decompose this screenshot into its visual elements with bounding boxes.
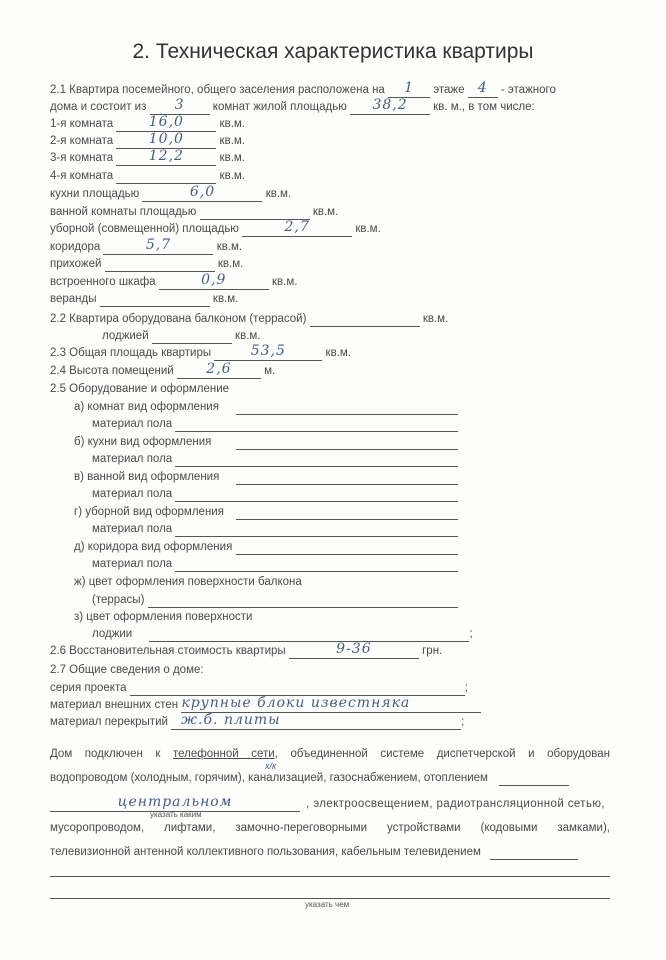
unit: кв.м. [422,313,449,325]
label: 3-я комната [50,152,114,164]
label: прихожей [50,258,102,270]
row-loggia-color: лоджии ; [92,628,473,640]
handwritten-value: 2,7 [284,219,310,235]
unit: грн. [422,645,443,657]
row-2-2 [50,311,448,327]
unit: кв.м. [325,347,351,359]
handwritten-value: 3 [174,97,185,113]
handwritten-value: 12,2 [148,148,184,164]
text: водопроводом (холодным, горячим), канализацией, газоснабжением, отоплением [50,772,488,784]
label: (террасы) [92,594,145,606]
handwritten-value: 5,7 [145,237,172,253]
area-row [50,186,291,202]
area-row [50,274,297,290]
label: коридора [50,241,101,253]
row-2-3 [50,345,351,361]
finish-field[interactable] [236,506,458,520]
handwritten-value: 53,5 [250,343,286,359]
floor-field[interactable] [388,80,430,98]
balcony-field[interactable] [310,313,420,327]
area-row [50,168,245,184]
finish-row [74,469,219,485]
area-row [50,239,242,255]
area-row [50,221,381,237]
floors-field[interactable] [468,80,498,98]
floor-material-field[interactable] [175,488,458,502]
label: материал внешних стен [50,699,179,711]
floor-material-field[interactable] [175,418,458,432]
total-area-field[interactable] [214,343,322,361]
label: дома и состоит из [50,101,147,113]
loggia-color-field[interactable] [149,628,469,642]
walls-field[interactable] [181,695,481,713]
area-field[interactable] [105,258,215,272]
label: а) комнат вид оформления [74,401,219,413]
label: ванной комнаты площадью [50,206,197,218]
blank-line[interactable] [50,898,610,899]
unit: кв.м. [219,118,245,130]
label: материал пола [92,488,173,500]
area-field[interactable] [142,184,262,202]
row-walls [50,697,481,713]
area-field[interactable] [100,293,210,307]
page-title: 2. Техническая характеристика квартиры [132,40,534,63]
series-field[interactable] [130,682,465,696]
section-2-5: 2.5 Оборудование и оформление [50,383,230,395]
terrace-field[interactable] [148,594,458,608]
floor-material-row [92,486,172,502]
label: веранды [50,293,97,305]
label: д) коридора вид оформления [74,541,233,553]
house-line-1 [50,748,610,760]
label: г) уборной вид оформления [74,506,224,518]
row-2-6 [50,643,442,659]
handwritten-value: центральном [117,794,233,810]
balcony-color-label: ж) цвет оформления поверхности балкона [74,576,302,588]
handwritten-value: 1 [404,80,414,96]
unit: кв.м. [216,241,243,253]
area-row [50,291,238,307]
section-2-7: 2.7 Общие сведения о доме: [50,664,204,676]
ceilings-field[interactable] [171,712,461,730]
unit: м. [264,365,276,377]
label: кухни площадью [50,188,140,200]
hint: указать чем [305,900,350,909]
label: встроенного шкафа [50,276,156,288]
floor-material-field[interactable] [175,558,458,572]
label: серия проекта [50,682,127,694]
cost-field[interactable] [289,641,419,659]
house-line-4: мусоропроводом, лифтами, замочно-переговорными устройствами (кодовыми замками), [50,822,610,834]
handwritten-note: х/к [265,761,277,771]
loggia-field[interactable] [152,330,232,344]
row-2-1 [50,82,556,98]
handwritten-value: крупные блоки известняка [181,695,411,711]
label: лоджией [102,330,149,342]
row-2-1b [50,99,535,115]
unit: кв.м. [235,330,261,342]
rooms-field[interactable] [150,97,210,115]
area-row [50,116,245,132]
blank-line[interactable] [50,876,610,877]
label: 2.2 Квартира оборудована балконом (террасой) [50,313,307,325]
area-row [50,133,245,149]
floor-material-field[interactable] [175,523,458,537]
unit: кв.м. [312,206,339,218]
area-field[interactable] [242,219,352,237]
label: уборной (совмещенной) площадью [50,223,239,235]
label: материал перекрытий [50,716,168,728]
text: , электроосвещением, радиотрансляционной сетью, [306,798,605,810]
label: 1-я комната [50,118,114,130]
row-series: серия проекта ; [50,682,468,694]
row-terrace [92,592,458,608]
label: 2.6 Восстановительная стоимость квартиры [50,645,286,657]
handwritten-value: 6,0 [189,184,216,200]
label: комнат жилой площадью [212,101,347,113]
unit: кв.м. [219,152,245,164]
handwritten-value: 10,0 [148,131,184,147]
finish-field[interactable] [236,401,458,415]
label: кв. м., в том числе: [433,101,535,113]
handwritten-value: 4 [477,80,488,96]
heating-extra-field[interactable] [499,772,569,786]
area-field[interactable] [159,272,269,290]
label: материал пола [92,523,173,535]
floor-material-row [92,416,172,432]
text: Дом подключен к [50,748,161,760]
handwritten-value: 38,2 [372,97,408,113]
house-line-2 [50,770,569,786]
label: 2-я комната [50,135,114,147]
unit: кв.м. [265,188,292,200]
label: 2.4 Высота помещений [50,365,174,377]
house-line-3 [50,796,605,812]
area-row [50,150,245,166]
label: б) кухни вид оформления [74,436,212,448]
height-field[interactable] [177,361,261,379]
finish-row [74,539,232,555]
area-row [50,204,338,220]
label: материал пола [92,558,173,570]
unit: кв.м. [217,258,244,270]
house-line-5 [50,844,578,860]
label: материал пола [92,418,173,430]
text: телевизионной антенной коллективного пользования, кабельным телевидением [50,846,481,858]
unit: кв.м. [271,276,298,288]
area-field[interactable] [116,148,216,166]
finish-row [74,504,224,520]
unit: кв.м. [355,223,381,235]
text: телефонной сети [173,748,275,760]
handwritten-value: 0,9 [201,272,227,288]
hint: указать каким [150,810,202,819]
unit: кв.м. [219,170,245,182]
finish-field[interactable] [236,541,458,555]
area-field[interactable] [116,114,216,132]
row-ceilings: материал перекрытий ж.б. плиты ; [50,712,465,728]
area-field[interactable] [103,237,213,255]
label: этаже [433,84,465,96]
label: материал пола [92,453,173,465]
handwritten-value: 9-36 [336,641,372,657]
unit: кв.м. [219,135,245,147]
area-row [50,256,243,272]
floor-material-row [92,556,172,572]
label: - этажного [500,84,556,96]
label: в) ванной вид оформления [74,471,220,483]
cable-tv-field[interactable] [490,846,578,860]
row-loggia [102,328,260,344]
label: 4-я комната [50,170,114,182]
finish-row [74,399,219,415]
finish-field[interactable] [236,436,458,450]
loggia-color-label: з) цвет оформления поверхности [74,611,253,623]
area-field[interactable] [116,170,216,184]
floor-material-row [92,451,172,467]
finish-row [74,434,211,450]
label: 2.3 Общая площадь квартиры [50,347,212,359]
label: 2.1 Квартира посемейного, общего заселения расположена на [50,84,385,96]
unit: кв.м. [212,293,239,305]
text: , объединенной системе диспетчерской и оборудован [274,748,610,760]
handwritten-value: ж.б. плиты [181,712,281,728]
row-2-4 [50,363,275,379]
handwritten-value: 16,0 [148,114,184,130]
finish-field[interactable] [236,471,458,485]
floor-material-row [92,521,172,537]
living-area-field[interactable] [350,97,430,115]
handwritten-value: 2,6 [206,361,232,377]
area-field[interactable] [116,131,216,149]
floor-material-field[interactable] [175,453,458,467]
label: лоджии [92,628,133,640]
area-field[interactable] [200,206,310,220]
